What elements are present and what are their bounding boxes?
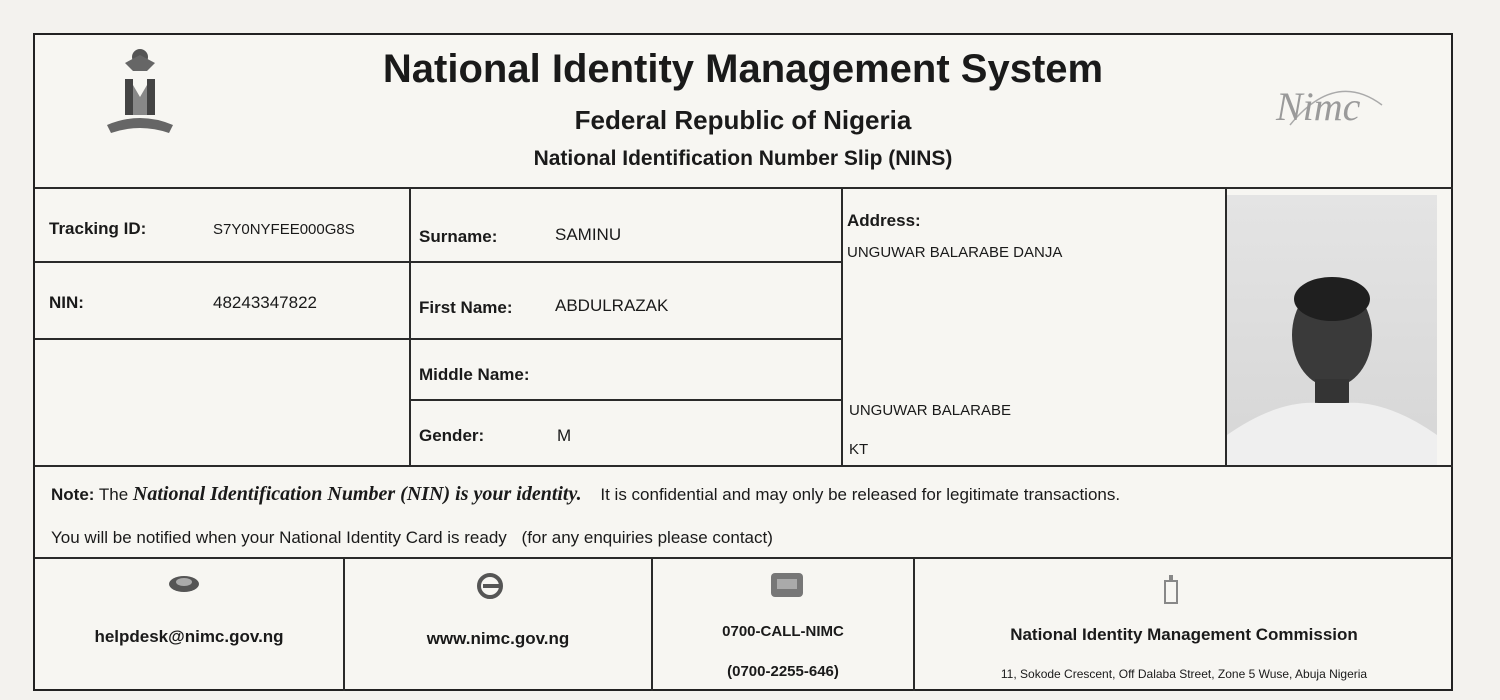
nin-value: 48243347822 xyxy=(213,293,318,312)
holder-photo xyxy=(1227,195,1437,465)
address-line-2: UNGUWAR BALARABE xyxy=(849,402,1011,419)
first-name-value: ABDULRAZAK xyxy=(555,296,669,315)
row-divider xyxy=(35,338,843,340)
phone-digits: (0700-2255-646) xyxy=(727,663,839,680)
header-divider xyxy=(35,187,1453,189)
first-name-label: First Name: xyxy=(419,298,513,317)
tracking-id-label: Tracking ID: xyxy=(49,219,147,238)
website-link[interactable]: www.nimc.gov.ng xyxy=(426,629,570,648)
address-line-1: UNGUWAR BALARABE DANJA xyxy=(847,244,1063,261)
note-line-1: Note: The National Identification Number (NIN) is your identity. It is confidential and may only be released for legitimate transactions. xyxy=(51,483,1121,505)
org-name: National Identity Management Commission xyxy=(1010,625,1358,644)
browser-icon xyxy=(475,571,505,601)
slip-name: National Identification Number Slip (NINS) xyxy=(533,147,953,170)
surname-value: SAMINU xyxy=(555,225,622,244)
row-divider xyxy=(35,261,843,263)
address-line-3: KT xyxy=(849,441,869,458)
middle-name-label: Middle Name: xyxy=(419,365,530,384)
note-divider xyxy=(35,465,1453,467)
page-title: National Identity Management System xyxy=(382,47,1104,91)
address-label: Address: xyxy=(847,211,921,230)
footer-divider xyxy=(35,557,1453,559)
nin-slip xyxy=(33,33,1453,691)
col-divider xyxy=(409,187,411,465)
org-address: 11, Sokode Crescent, Off Dalaba Street, Zone 5 Wuse, Abuja Nigeria xyxy=(1000,667,1368,681)
phone-number: 0700-CALL-NIMC xyxy=(722,623,844,640)
footer-col-divider xyxy=(343,557,345,691)
gender-label: Gender: xyxy=(419,426,485,445)
nimc-logo: Nimc xyxy=(1270,75,1400,135)
nin-label: NIN: xyxy=(49,293,84,312)
call-center-icon xyxy=(769,569,805,601)
gender-value: M xyxy=(557,426,572,445)
col-divider xyxy=(841,187,843,465)
note-line-2: You will be notified when your National Identity Card is ready (for any enquiries please contact) xyxy=(51,528,773,547)
country-subtitle: Federal Republic of Nigeria xyxy=(574,105,912,135)
building-icon xyxy=(1159,573,1183,607)
tracking-id-value: S7Y0NYFEE000G8S xyxy=(213,221,355,238)
helpdesk-email-link[interactable]: helpdesk@nimc.gov.ng xyxy=(94,627,284,646)
surname-label: Surname: xyxy=(419,227,498,246)
phone-icon xyxy=(167,573,201,595)
row-divider xyxy=(411,399,843,401)
